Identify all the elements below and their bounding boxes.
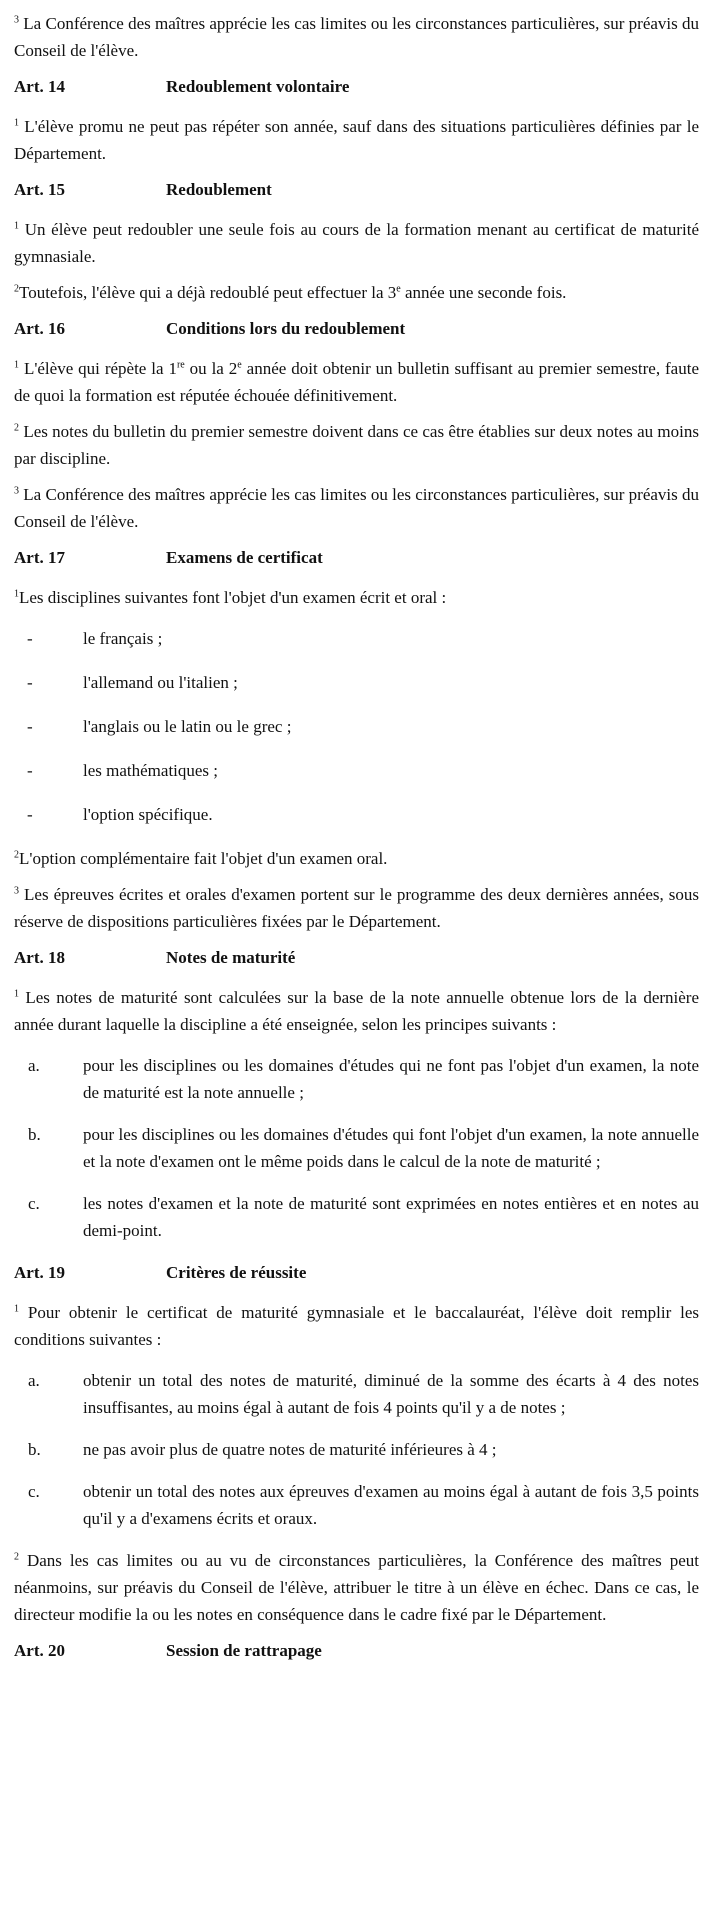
subject-list xyxy=(14,625,699,828)
article-title: Conditions lors du redoublement xyxy=(166,319,406,338)
paragraph: $^1$ Les notes de maturité sont calculées sur la base de la note annuelle obtenue lors de la dernière année durant laquelle la discipline a été enseignée, selon les principes suivants : xyxy=(14,988,700,1034)
paragraph: $^1$Les disciplines suivantes font l'objet d'un examen écrit et oral : xyxy=(14,588,447,607)
paragraph: $^1$ L'élève qui répète la 1re ou la 2e année doit obtenir un bulletin suffisant au premier semestre, faute de quoi la formation est réputée échouée définitivement. xyxy=(14,359,699,405)
paragraph: $^1$ Un élève peut redoubler une seule fois au cours de la formation menant au certificat de maturité gymnasiale. xyxy=(14,220,700,266)
article-number: Art. 14 xyxy=(14,77,65,96)
article-title: Redoublement volontaire xyxy=(166,77,350,96)
list-item: - le français ; xyxy=(27,629,163,648)
article-number: Art. 19 xyxy=(14,1263,65,1282)
article-heading-16 xyxy=(14,315,699,342)
list-item: - l'option spécifique. xyxy=(27,805,213,824)
paragraph: $^1$ L'élève promu ne peut pas répéter son année, sauf dans des situations particulières définies par le Département. xyxy=(14,117,700,163)
list-item: a. pour les disciplines ou les domaines d'études qui ne font pas l'objet d'un examen, la note de maturité est la note annuelle ; xyxy=(28,1056,699,1102)
article-heading-19 xyxy=(14,1259,699,1286)
article-heading-14 xyxy=(14,73,699,100)
article-number: Art. 18 xyxy=(14,948,65,967)
article-heading-20 xyxy=(14,1637,699,1664)
article-title: Redoublement xyxy=(166,180,272,199)
list-item: c. les notes d'examen et la note de maturité sont exprimées en notes entières et en notes au demi-point. xyxy=(28,1194,699,1240)
article-title: Examens de certificat xyxy=(166,548,323,567)
paragraph: $^3$ La Conférence des maîtres apprécie les cas limites ou les circonstances particulières, sur préavis du Conseil de l'élève. xyxy=(14,14,700,60)
article-number: Art. 20 xyxy=(14,1641,65,1660)
list-item: b. pour les disciplines ou les domaines d'études qui font l'objet d'un examen, la note annuelle et la note d'examen ont le même poids dans le calcul de la note de maturité ; xyxy=(28,1125,699,1171)
article-heading-17 xyxy=(14,544,699,571)
paragraph: $^2$ Les notes du bulletin du premier semestre doivent dans ce cas être établies sur deux notes au moins par discipline. xyxy=(14,422,699,468)
article-title: Session de rattrapage xyxy=(166,1641,322,1660)
conditions-list xyxy=(14,1367,699,1532)
list-item: - l'allemand ou l'italien ; xyxy=(27,673,238,692)
paragraph: $^3$ Les épreuves écrites et orales d'examen portent sur le programme des deux dernières années, sous réserve de dispositions particulières fixées par le Département. xyxy=(14,885,699,931)
article-number: Art. 15 xyxy=(14,180,65,199)
list-item: a. obtenir un total des notes de maturité, diminué de la somme des écarts à 4 des notes insuffisantes, au moins égal à autant de fois 4 points qu'il y a de notes ; xyxy=(28,1371,699,1417)
list-item: c. obtenir un total des notes aux épreuves d'examen au moins égal à autant de fois 3,5 points qu'il y a d'examens écrits et oraux. xyxy=(28,1482,699,1528)
article-title: Critères de réussite xyxy=(166,1263,307,1282)
paragraph: $^3$ La Conférence des maîtres apprécie les cas limites ou les circonstances particulières, sur préavis du Conseil de l'élève. xyxy=(14,485,700,531)
article-heading-15 xyxy=(14,176,699,203)
article-title: Notes de maturité xyxy=(166,948,296,967)
paragraph: $^2$ Dans les cas limites ou au vu de circonstances particulières, la Conférence des maîtres peut néanmoins, sur préavis du Conseil de l'élève, attribuer le titre à un élève en échec. Dans ce cas, le directeur modifie la ou les notes en conséquence dans le cadre fixé par le Département. xyxy=(14,1551,699,1624)
list-item: - les mathématiques ; xyxy=(27,761,219,780)
article-heading-18 xyxy=(14,944,699,971)
principles-list xyxy=(14,1052,699,1244)
list-item: b. ne pas avoir plus de quatre notes de maturité inférieures à 4 ; xyxy=(28,1440,497,1459)
paragraph: $^2$L'option complémentaire fait l'objet d'un examen oral. xyxy=(14,849,388,868)
article-number: Art. 16 xyxy=(14,319,65,338)
list-item: - l'anglais ou le latin ou le grec ; xyxy=(27,717,292,736)
paragraph: $^2$Toutefois, l'élève qui a déjà redoublé peut effectuer la 3e année une seconde fois. xyxy=(14,283,567,302)
paragraph: $^1$ Pour obtenir le certificat de maturité gymnasiale et le baccalauréat, l'élève doit remplir les conditions suivantes : xyxy=(14,1303,699,1349)
article-number: Art. 17 xyxy=(14,548,65,567)
